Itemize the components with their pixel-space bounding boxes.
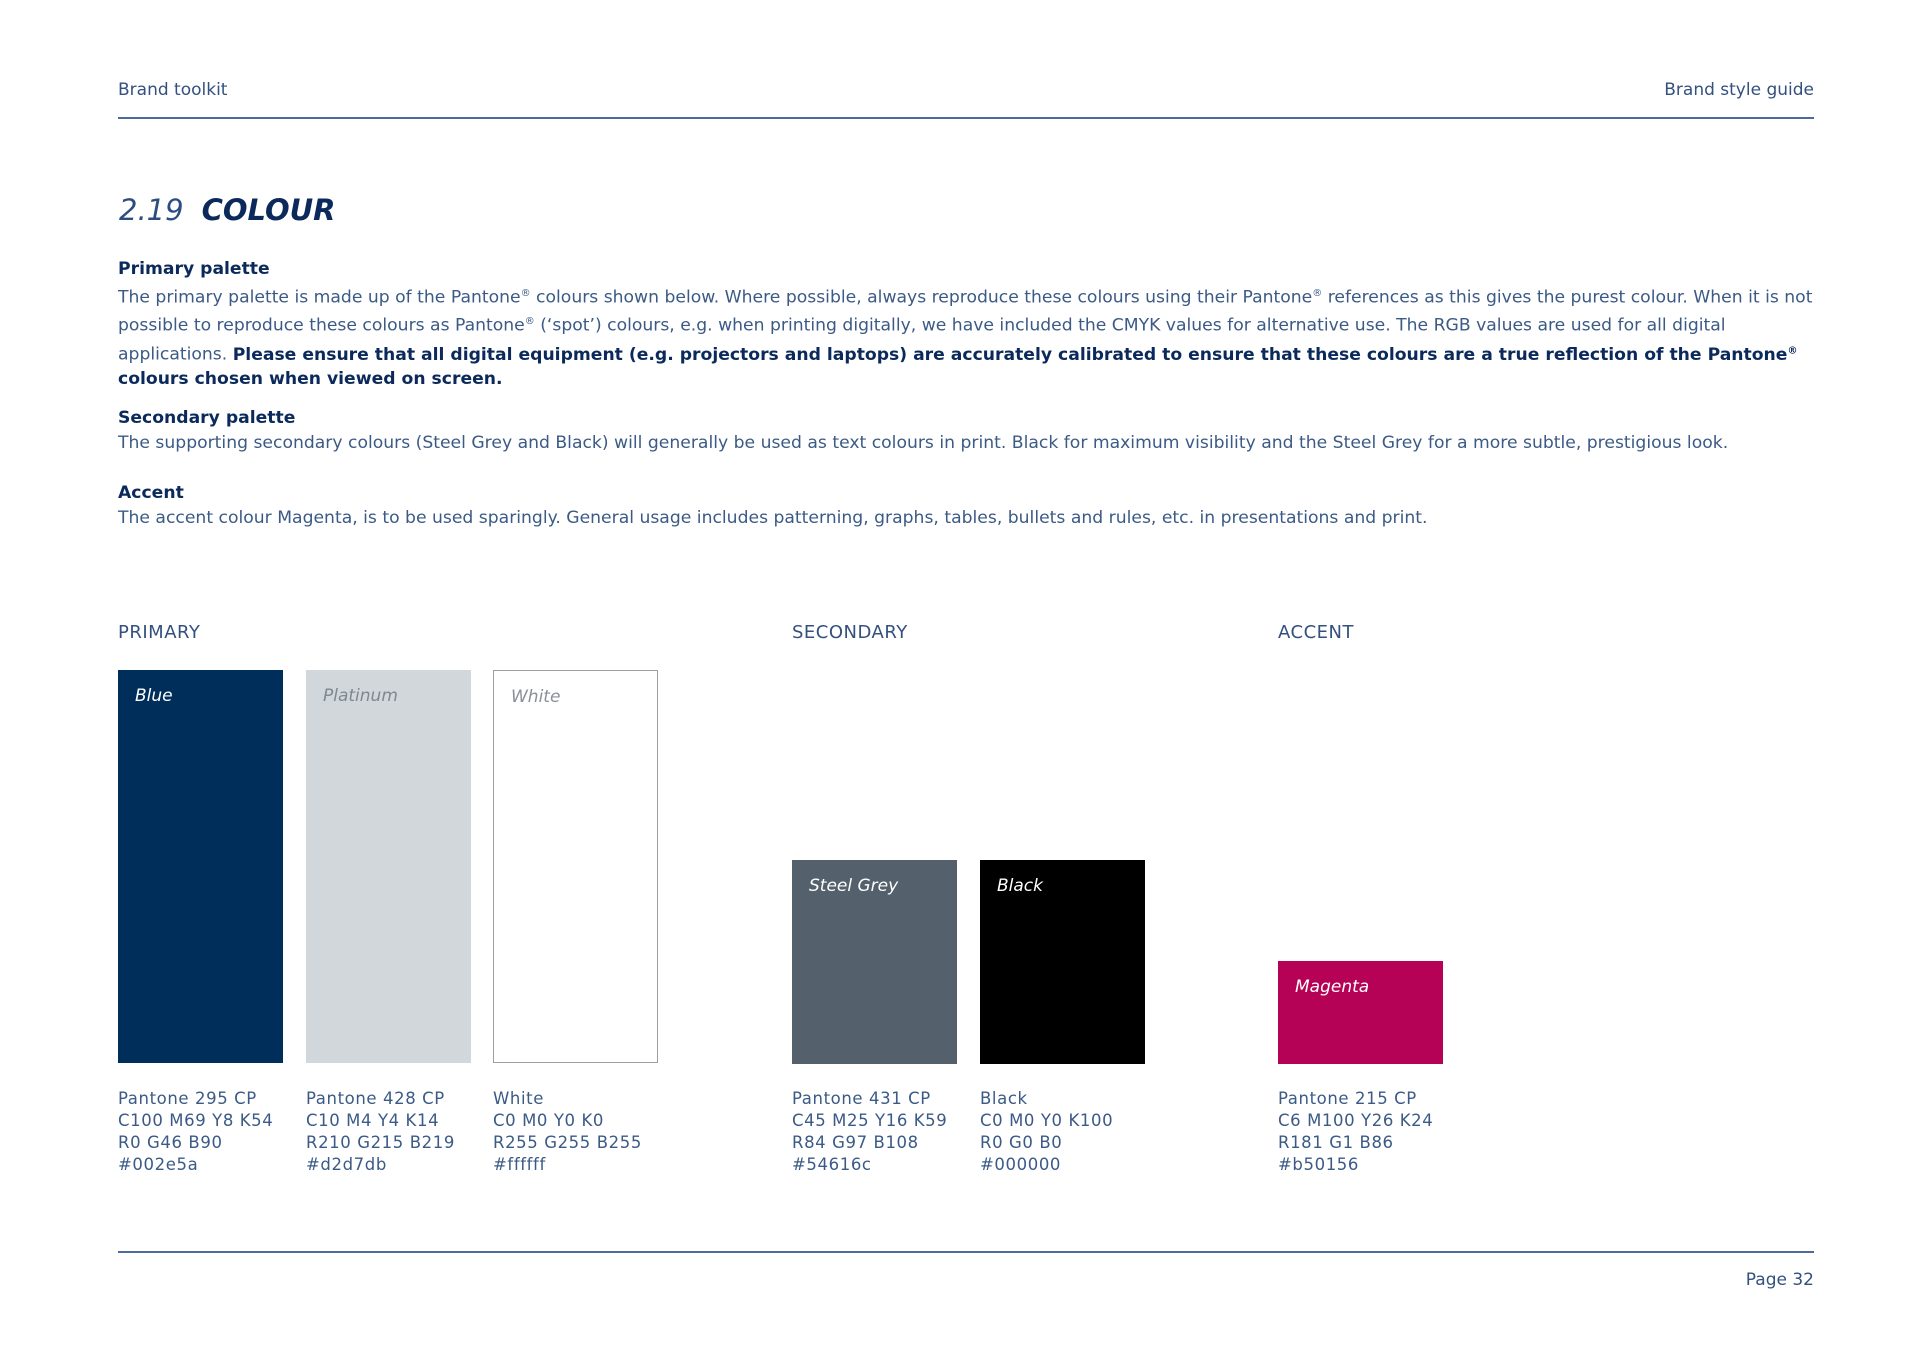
swatch-black [980, 860, 1145, 1064]
registered-mark: ® [1312, 287, 1323, 299]
primary-palette-text-1: The primary palette is made up of the Pantone [118, 287, 521, 308]
spec-hex: #000000 [980, 1155, 1062, 1174]
spec-rgb: R181 G1 B86 [1278, 1133, 1394, 1152]
primary-palette-text-4: (‘spot’) colours, e.g. when printing digitally, we have included the CMYK values for alternative use. The RGB values are used for all digital applications. [118, 316, 1726, 365]
spec-cmyk: C10 M4 Y4 K14 [306, 1111, 440, 1130]
spec-black [980, 1088, 1113, 1176]
section-number: 2.19 [119, 193, 184, 227]
spec-hex: #54616c [792, 1155, 872, 1174]
document-header-left: Brand toolkit [118, 80, 228, 100]
secondary-palette-heading: Secondary palette [118, 408, 296, 428]
registered-mark: ® [1787, 344, 1798, 356]
primary-palette-text-2: colours shown below. Where possible, always reproduce these colours using their Pantone [530, 287, 1313, 308]
calibration-note-2: colours chosen when viewed on screen. [118, 369, 503, 390]
registered-mark: ® [520, 287, 531, 299]
registered-mark: ® [524, 316, 535, 328]
swatch-steel-grey [792, 860, 957, 1064]
spec-rgb: R84 G97 B108 [792, 1133, 919, 1152]
swatch-magenta-name: Magenta [1295, 977, 1370, 997]
spec-hex: #ffffff [493, 1155, 546, 1174]
swatch-platinum-name: Platinum [323, 686, 398, 706]
spec-rgb: R255 G255 B255 [493, 1133, 642, 1152]
accent-group-label: ACCENT [1278, 622, 1354, 643]
swatch-blue-name: Blue [135, 686, 173, 706]
swatch-magenta [1278, 961, 1443, 1064]
swatch-platinum [306, 670, 471, 1063]
header-divider [118, 117, 1814, 119]
calibration-note [118, 345, 1797, 390]
swatch-white-name: White [511, 687, 561, 707]
spec-steel-grey [792, 1088, 947, 1176]
spec-cmyk: C6 M100 Y26 K24 [1278, 1111, 1434, 1130]
spec-magenta [1278, 1088, 1433, 1176]
accent-section [118, 481, 1814, 531]
spec-platinum [306, 1088, 455, 1176]
secondary-group-label: SECONDARY [792, 622, 908, 643]
primary-palette-text-3: references as this gives the purest colour. When it is not possible to reproduce these colours as Pantone [118, 287, 1813, 337]
spec-pantone: White [493, 1089, 544, 1108]
spec-pantone: Pantone 431 CP [792, 1089, 931, 1108]
spec-cmyk: C45 M25 Y16 K59 [792, 1111, 948, 1130]
spec-rgb: R0 G0 B0 [980, 1133, 1063, 1152]
spec-rgb: R210 G215 B219 [306, 1133, 455, 1152]
spec-pantone: Black [980, 1089, 1028, 1108]
spec-hex: #d2d7db [306, 1155, 387, 1174]
spec-blue [118, 1088, 273, 1176]
spec-hex: #002e5a [118, 1155, 199, 1174]
secondary-palette-text: The supporting secondary colours (Steel Grey and Black) will generally be used as text colours in print. Black for maximum visibility and the Steel Grey for a more subtle, prestigious look. [118, 432, 1729, 453]
accent-heading: Accent [118, 483, 184, 503]
swatch-black-name: Black [997, 876, 1043, 896]
swatch-blue [118, 670, 283, 1063]
primary-palette-section [118, 257, 1814, 392]
swatch-white [493, 670, 658, 1063]
spec-rgb: R0 G46 B90 [118, 1133, 223, 1152]
accent-text: The accent colour Magenta, is to be used sparingly. General usage includes patterning, graphs, tables, bullets and rules, etc. in presentations and print. [118, 507, 1428, 528]
spec-cmyk: C0 M0 Y0 K100 [980, 1111, 1114, 1130]
spec-cmyk: C100 M69 Y8 K54 [118, 1111, 274, 1130]
spec-hex: #b50156 [1278, 1155, 1359, 1174]
spec-pantone: Pantone 215 CP [1278, 1089, 1417, 1108]
spec-white [493, 1088, 642, 1176]
spec-pantone: Pantone 295 CP [118, 1089, 257, 1108]
document-header-right: Brand style guide [1664, 80, 1814, 100]
section-title: COLOUR [201, 193, 336, 227]
spec-pantone: Pantone 428 CP [306, 1089, 445, 1108]
footer-divider [118, 1251, 1814, 1253]
page-number: Page 32 [1745, 1270, 1814, 1290]
secondary-palette-section [118, 406, 1814, 456]
spec-cmyk: C0 M0 Y0 K0 [493, 1111, 604, 1130]
calibration-note-1: Please ensure that all digital equipment (e.g. projectors and laptops) are accurately calibrated to ensure that these colours are a true reflection of the Pantone [232, 344, 1788, 365]
swatch-steel-grey-name: Steel Grey [809, 876, 899, 896]
page-title [119, 193, 336, 227]
primary-group-label: PRIMARY [118, 622, 201, 643]
primary-palette-heading: Primary palette [118, 259, 270, 279]
